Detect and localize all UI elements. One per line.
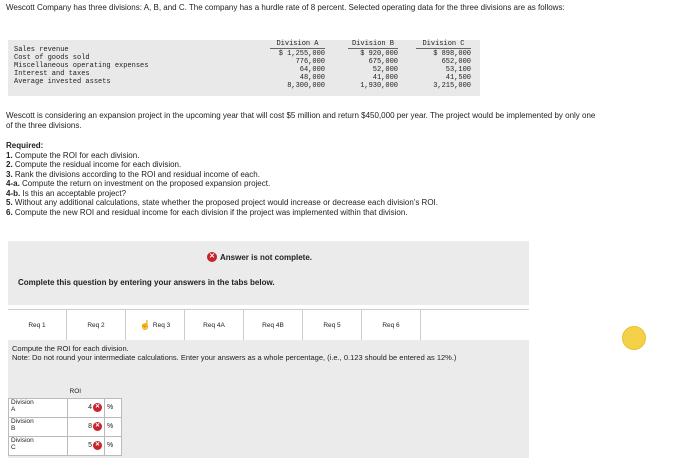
req1-panel [8, 340, 529, 458]
row-label: Sales revenue [14, 46, 69, 54]
tab-req-3[interactable]: ☝ Req 3 [126, 310, 185, 340]
row-label: Interest and taxes [14, 70, 90, 78]
required-item: 2. Compute the residual income for each division. [6, 160, 182, 169]
table-cell: 1,930,000 [360, 82, 398, 90]
table-cell: 652,000 [441, 58, 471, 66]
required-item: 3. Rank the divisions according to the ROI and residual income of each. [6, 169, 260, 179]
hand-pointer-icon: ☝ [139, 319, 151, 330]
tab-bar [8, 309, 529, 340]
required-item: 5. Without any additional calculations, state whether the proposed project would increase or decrease each division's ROI. [6, 198, 438, 207]
table-cell: 52,000 [372, 66, 398, 74]
required-item: 6. Compute the new ROI and residual income for each division if the project was implemented within that division. [6, 207, 408, 217]
table-cell: $ 898,000 [433, 50, 471, 58]
table-cell: 41,500 [445, 74, 471, 82]
division-a-column [270, 40, 325, 90]
percent-sign: % [105, 437, 122, 456]
incorrect-icon: ✕ [94, 403, 101, 410]
required-heading: Required: [6, 141, 44, 150]
panel-instruction: Compute the ROI for each division. Note: Do not round your intermediate calculations. Enter your answers as a whole percentage, (i.e., 0.123 should be entered as 12%.) [12, 344, 457, 362]
required-section [6, 141, 438, 217]
table-cell: 675,000 [368, 58, 398, 66]
table-cell: 8,300,000 [287, 82, 325, 90]
table-cell: 3,215,000 [433, 82, 471, 90]
percent-sign: % [105, 399, 122, 418]
tab-req-2[interactable]: Req 2 [67, 310, 126, 340]
table-cell: $ 920,000 [360, 50, 398, 58]
answer-banner [8, 241, 529, 305]
table-row [9, 418, 122, 437]
row-label: Cost of goods sold [14, 54, 90, 62]
required-item: 4-b. Is this an acceptable project? [6, 188, 127, 198]
x-circle-icon: ✕ [207, 252, 217, 262]
row-labels [14, 46, 148, 86]
row-label: Average invested assets [14, 78, 111, 86]
tab-req-4a[interactable]: Req 4A [185, 310, 244, 340]
answer-status [207, 252, 312, 262]
roi-input-c[interactable]: 5 ✕ [68, 437, 105, 456]
table-cell: $ 1,255,000 [278, 50, 325, 58]
division-b-column [348, 40, 398, 90]
incorrect-icon: ✕ [94, 441, 101, 448]
required-item: 1. Compute the ROI for each division. [6, 150, 140, 160]
required-item: 4-a. Compute the return on investment on the proposed expansion project. [6, 179, 271, 188]
roi-header: ROI [68, 388, 122, 399]
table-cell: 48,000 [299, 74, 325, 82]
tab-req-6[interactable]: Req 6 [362, 310, 421, 340]
roi-input-a[interactable]: 4 ✕ [68, 399, 105, 418]
table-row [9, 399, 122, 418]
column-header: Division A [270, 40, 325, 49]
row-label: Miscellaneous operating expenses [14, 62, 149, 70]
tab-req-5[interactable]: Req 5 [303, 310, 362, 340]
expansion-description: Wescott is considering an expansion project in the upcoming year that will cost $5 million and return $450,000 per year. The project would be implemented by only one of the three divisions. [6, 111, 596, 130]
table-row [9, 437, 122, 456]
roi-input-b[interactable]: 8 ✕ [68, 418, 105, 437]
incorrect-icon: ✕ [94, 422, 101, 429]
percent-sign: % [105, 418, 122, 437]
status-text: Answer is not complete. [220, 252, 313, 262]
tab-req-1[interactable]: Req 1 [8, 310, 67, 340]
column-header: Division B [348, 40, 398, 49]
column-header: Division C [416, 40, 471, 49]
division-cell: Division C [9, 437, 68, 456]
problem-intro: Wescott Company has three divisions: A, B, and C. The company has a hurdle rate of 8 percent. Selected operating data for the three divisions are as follows: [6, 3, 565, 12]
operating-data-table [8, 40, 480, 96]
table-cell: 41,000 [372, 74, 398, 82]
complete-prompt: Complete this question by entering your answers in the tabs below. [18, 278, 275, 287]
division-c-column [416, 40, 471, 90]
toggle-button[interactable] [623, 327, 645, 349]
table-cell: 64,000 [299, 66, 325, 74]
division-cell: Division B [9, 418, 68, 437]
tab-req-4b[interactable]: Req 4B [244, 310, 303, 340]
table-cell: 776,000 [295, 58, 325, 66]
table-cell: 53,100 [445, 66, 471, 74]
roi-table [8, 388, 122, 456]
division-cell: Division A [9, 399, 68, 418]
